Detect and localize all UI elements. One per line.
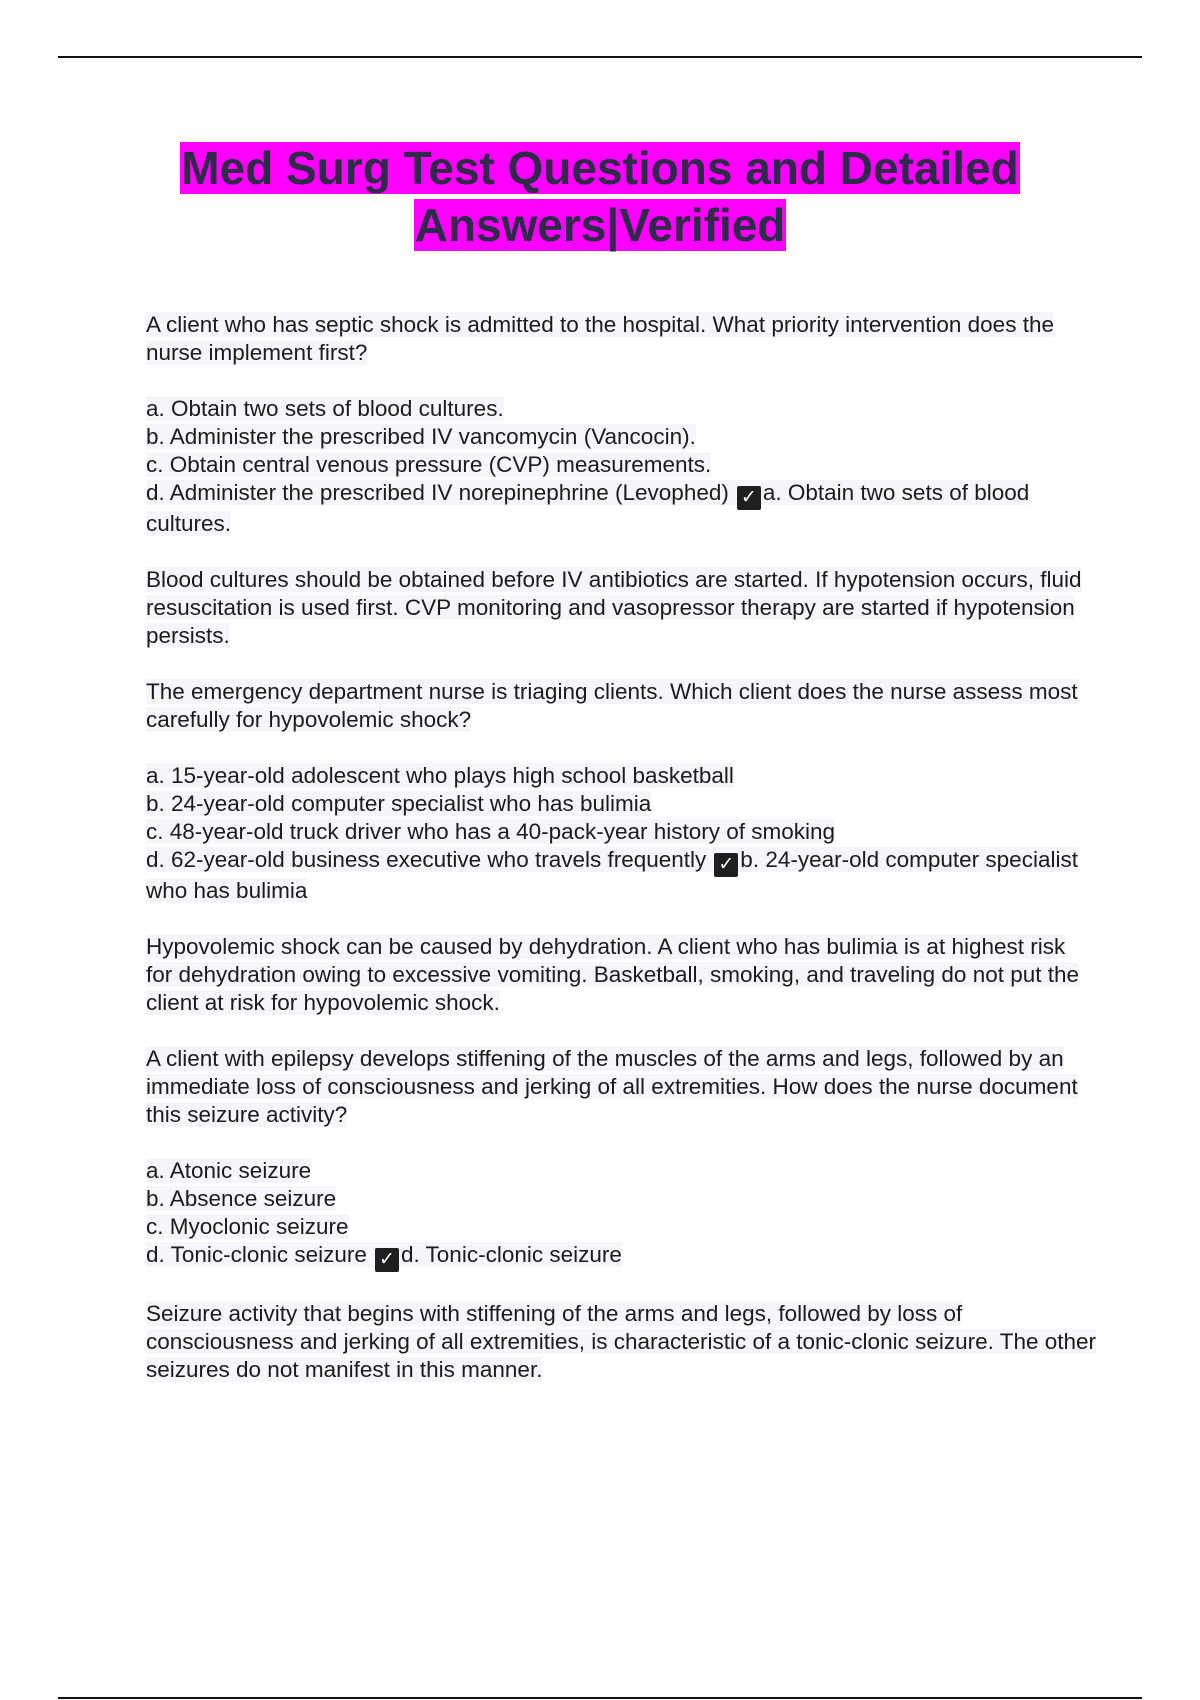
option: b. 24-year-old computer specialist who has bulimia (146, 791, 652, 816)
option-with-answer: d. Tonic-clonic seizure ✓ d. Tonic-clonic seizure (146, 1242, 622, 1270)
question-2-options (146, 762, 1096, 905)
question-3-rationale: Seizure activity that begins with stiffening of the arms and legs, followed by loss of consciousness and jerking of all extremities, is characteristic of a tonic-clonic seizure. The other seizures do not manifest in this manner. (146, 1301, 1097, 1382)
page-title (0, 140, 1200, 254)
correct-answer: d. Tonic-clonic seizure (400, 1242, 622, 1267)
option-with-answer: d. 62-year-old business executive who travels frequently ✓ b. 24-year-old computer specialist who has bulimia (146, 847, 1078, 903)
option: c. Obtain central venous pressure (CVP) measurements. (146, 452, 712, 477)
option: a. 15-year-old adolescent who plays high school basketball (146, 763, 734, 788)
correct-answer: b. 24-year-old computer specialist who has bulimia (146, 847, 1078, 903)
top-divider (58, 56, 1142, 58)
option: a. Atonic seizure (146, 1158, 312, 1183)
option: b. Administer the prescribed IV vancomycin (Vancocin). (146, 424, 696, 449)
page-title-text: Med Surg Test Questions and Detailed Answers|Verified (181, 142, 1019, 251)
bottom-divider (58, 1697, 1142, 1699)
question-2-rationale: Hypovolemic shock can be caused by dehydration. A client who has bulimia is at highest risk for dehydration owing to excessive vomiting. Basketball, smoking, and traveling do not put the client at risk for hypovolemic shock. (146, 934, 1080, 1015)
option: b. Absence seizure (146, 1186, 337, 1211)
checkmark-icon: ✓ (375, 1248, 399, 1272)
question-3-stem: A client with epilepsy develops stiffening of the muscles of the arms and legs, followed by an immediate loss of consciousness and jerking of all extremities. How does the nurse document this seizure activity? (146, 1046, 1078, 1127)
checkmark-icon: ✓ (737, 486, 761, 510)
question-1-stem: A client who has septic shock is admitted to the hospital. What priority intervention does the nurse implement first? (146, 312, 1054, 365)
document-body (146, 311, 1096, 1412)
option-with-answer: d. Administer the prescribed IV norepinephrine (Levophed) ✓ a. Obtain two sets of blood cultures. (146, 480, 1030, 536)
correct-answer: a. Obtain two sets of blood cultures. (146, 480, 1030, 536)
checkmark-icon: ✓ (714, 853, 738, 877)
option: c. 48-year-old truck driver who has a 40-pack-year history of smoking (146, 819, 836, 844)
option: a. Obtain two sets of blood cultures. (146, 396, 504, 421)
option: c. Myoclonic seizure (146, 1214, 349, 1239)
question-3-options (146, 1157, 1096, 1272)
question-1-options (146, 395, 1096, 538)
question-1-rationale: Blood cultures should be obtained before IV antibiotics are started. If hypotension occurs, fluid resuscitation is used first. CVP monitoring and vasopressor therapy are started if hypotension persists. (146, 567, 1082, 648)
question-2-stem: The emergency department nurse is triaging clients. Which client does the nurse assess most carefully for hypovolemic shock? (146, 679, 1078, 732)
